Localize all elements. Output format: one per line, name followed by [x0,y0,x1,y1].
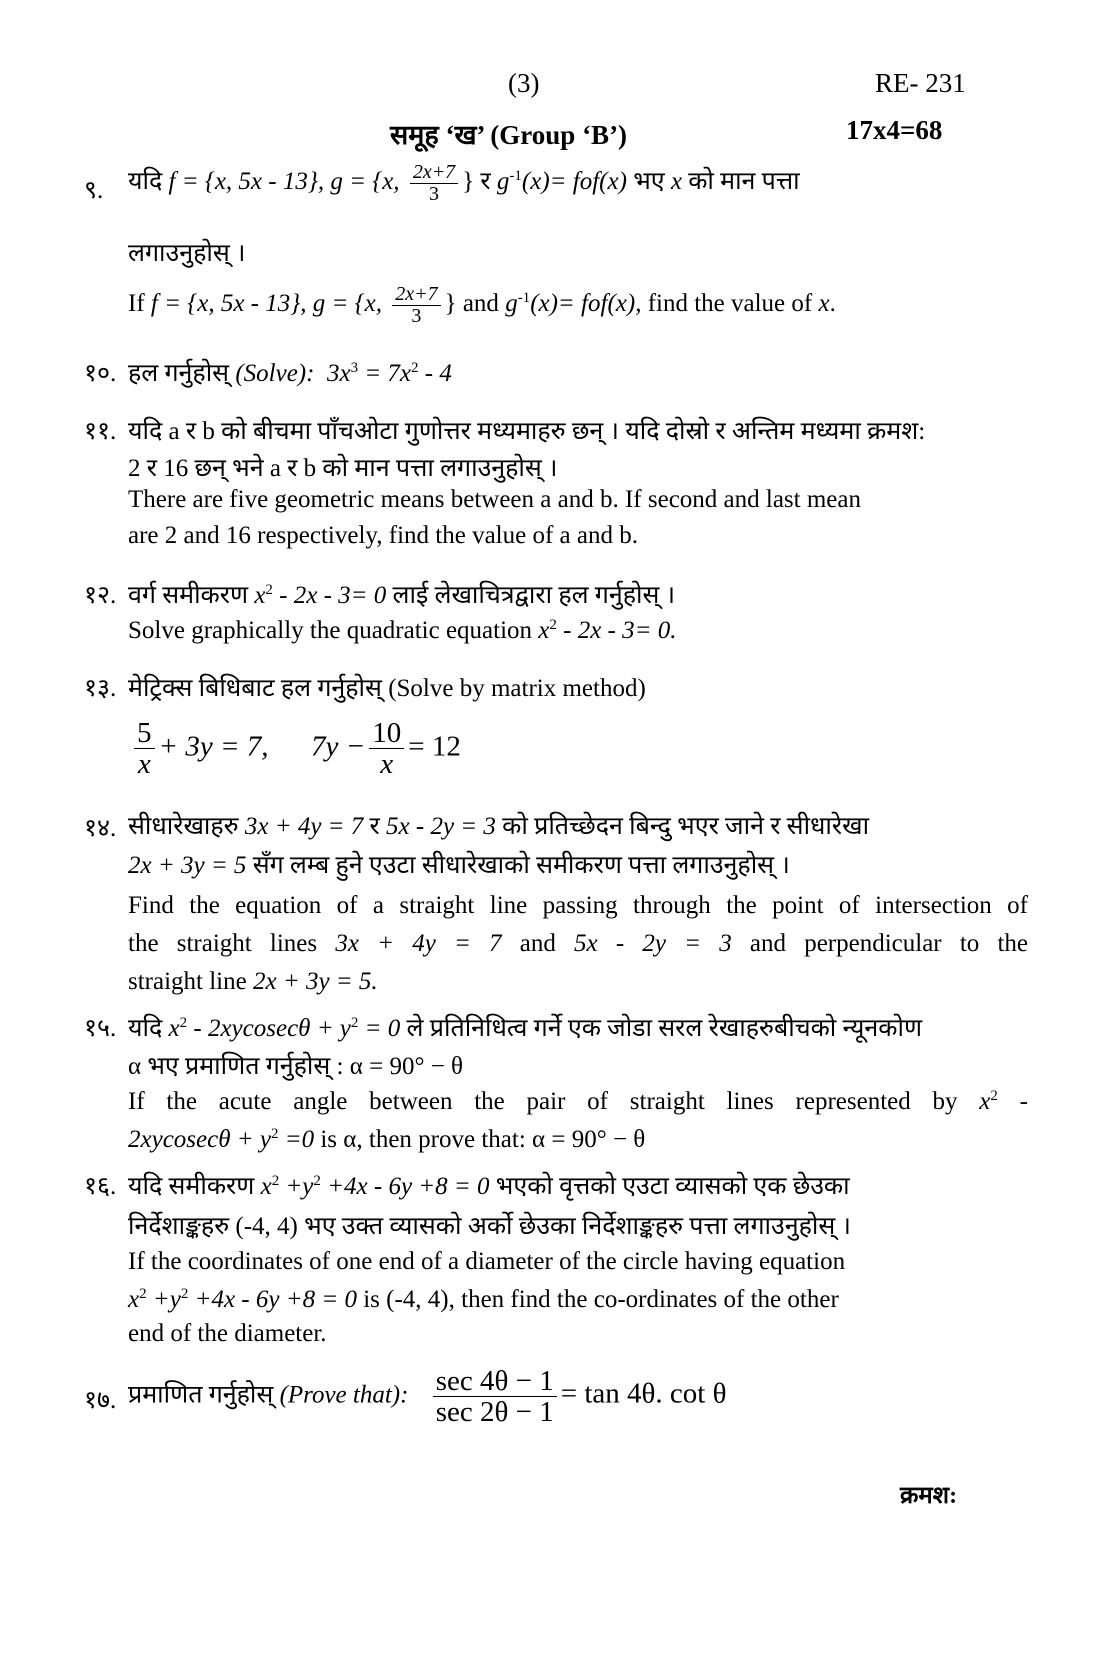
q11-english-line2: are 2 and 16 respectively, find the value of a and b. [128,522,638,549]
q12-english: Solve graphically the quadratic equation $x^2 - 2x - 3= 0$. [128,617,677,644]
group-title: समूह ‘ख’ (Group ‘B’) [390,120,628,150]
q14-english-line1: Find the equation of a straight line passing through the point of intersection of [128,892,1028,919]
question-number-17: १७. [84,1387,117,1414]
question-number-11: ११. [84,418,117,445]
q9-en-fraction: $\frac{2x+7}{3}$ [392,284,440,327]
question-number-10: १०. [84,360,117,387]
q16-english-line2: $x^2 +y^2 +4x - 6y +8 = 0$ is (-4, 4), then find the co-ordinates of the other [128,1286,839,1313]
q16-nepali-line2: निर्देशाङ्कहरु (-4, 4) भए उक्त व्यासको अर्को छेउका निर्देशाङ्कहरु पत्ता लगाउनुहोस् । [128,1213,851,1240]
q15-nepali-line2: α भए प्रमाणित गर्नुहोस् : α = 90° − θ [128,1053,464,1080]
q13-equations: $\frac{5}{x}$ + 3y = 7, 7y − $\frac{10}{x}$ = 12 [130,718,1030,780]
q13-fraction-1: $\frac{5}{x}$ [134,718,155,780]
question-number-12: १२. [84,582,117,609]
q15-english-line2: 2xycosecθ + $y^2 =0$ is α, then prove that: α = 90° − θ [128,1126,646,1153]
group-marks: 17x4=68 [846,115,943,145]
q9-nepali-line2: लगाउनुहोस् । [128,240,246,267]
q13-fraction-2: $\frac{10}{x}$ [369,718,404,780]
question-number-9: ९. [84,177,104,204]
question-number-15: १५. [84,1015,117,1042]
q11-nepali-line2: 2 र 16 छन् भने a र b को मान पत्ता लगाउनुहोस् । [128,455,558,482]
q10-text: हल गर्नुहोस् (Solve): $3x^3 = 7x^2 - 4$ [128,360,452,387]
q16-english-line1: If the coordinates of one end of a diameter of the circle having equation [128,1248,846,1275]
paper-code: RE- 231 [875,68,966,98]
question-number-13: १३. [84,675,117,702]
q13-text: मेट्रिक्स बिधिबाट हल गर्नुहोस् (Solve by matrix method) [128,675,646,702]
q16-nepali-line1: यदि समीकरण $x^2 +y^2 +4x - 6y +8 = 0$ भएको वृत्तको एउटा व्यासको एक छेउका [128,1173,850,1200]
page-number: (3) [508,68,540,98]
q9-fraction: $\frac{2x+7}{3}$ [410,162,458,205]
q15-nepali-line1: यदि $x^2$ - 2xycosecθ + $y^2 = 0$ ले प्रतिनिधित्व गर्ने एक जोडा सरल रेखाहरुबीचको न्यूनकोण [128,1015,923,1042]
q9-nepali-line1: यदि f = {x, 5x - 13}, g = {x, $\frac{2x+7}{3}$ } र $g^{-1}(x)= fof(x)$ भए x को मान पत्ता [128,161,800,205]
q14-english-line2: the straight lines 3x + 4y = 7 and 5x - 2y = 3 and perpendicular to the [128,930,1029,957]
question-number-16: १६. [84,1173,117,1200]
continued-label: क्रमश: [900,1483,958,1509]
q14-english-line3: straight line 2x + 3y = 5. [128,968,378,995]
q16-english-line3: end of the diameter. [128,1320,327,1347]
q17-text: प्रमाणित गर्नुहोस् (Prove that): $\frac{\sec 4\theta - 1}{\sec 2\theta - 1}$ = tan 4θ. cot θ [128,1365,727,1429]
q11-english-line1: There are five geometric means between a and b. If second and last mean [128,486,861,513]
q12-nepali: वर्ग समीकरण $x^2 - 2x - 3= 0$ लाई लेखाचित्रद्वारा हल गर्नुहोस् । [128,582,676,609]
q9-english: If f = {x, 5x - 13}, g = {x, $\frac{2x+7}{3}$ } and $g^{-1}(x)= fof(x)$, find the value of x. [128,283,836,327]
q14-nepali-line2: 2x + 3y = 5 सँग लम्ब हुने एउटा सीधारेखाको समीकरण पत्ता लगाउनुहोस् । [128,852,790,879]
q11-nepali-line1: यदि a र b को बीचमा पाँचओटा गुणोत्तर मध्यमाहरु छन् । यदि दोस्रो र अन्तिम मध्यमा क्रमश: [128,418,926,445]
question-number-14: १४. [84,815,117,842]
q15-english-line1: If the acute angle between the pair of straight lines represented by $x^2$ - [128,1088,1028,1115]
q14-nepali-line1: सीधारेखाहरु 3x + 4y = 7 र 5x - 2y = 3 को प्रतिच्छेदन बिन्दु भएर जाने र सीधारेखा [128,813,870,840]
q17-fraction: $\frac{\sec 4\theta - 1}{\sec 2\theta - 1}$ [433,1366,557,1428]
